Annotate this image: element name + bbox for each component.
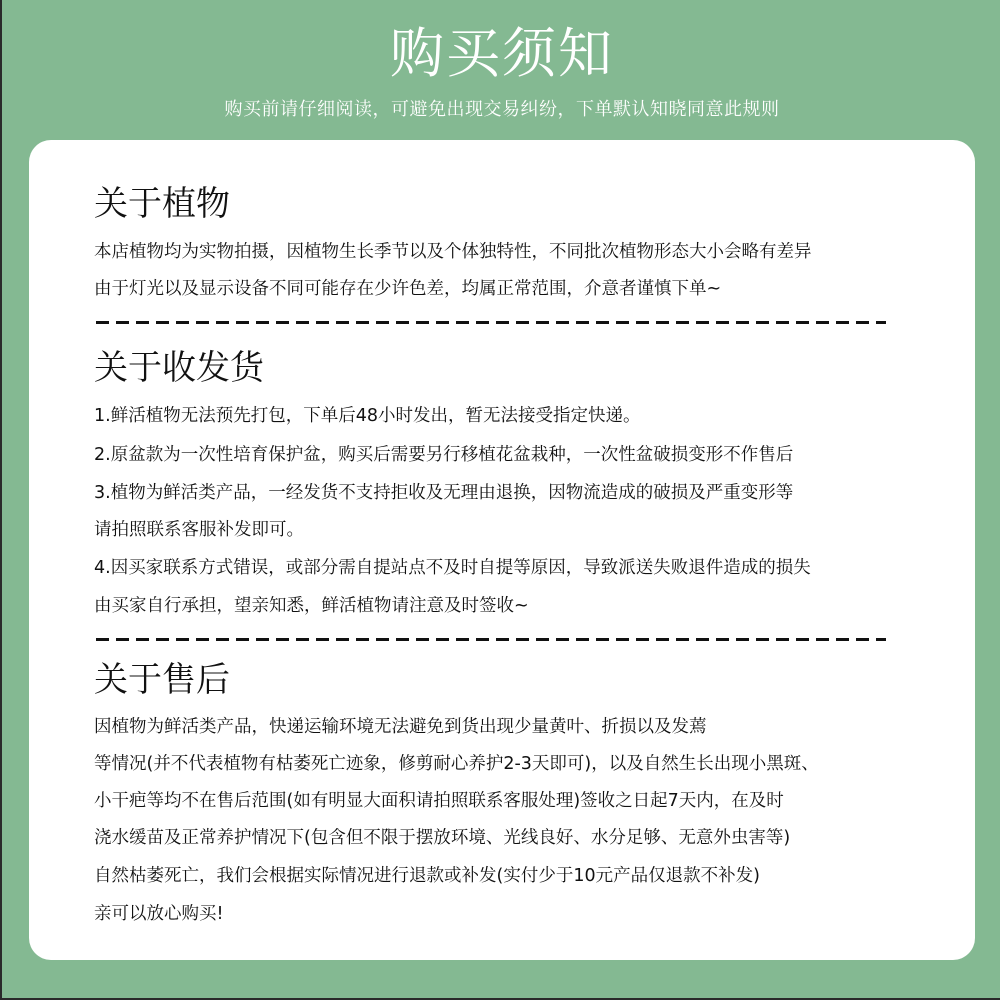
after-sales-line: 亲可以放心购买! [94, 904, 224, 924]
shipping-line: 1.鲜活植物无法预先打包，下单后48小时发出，暂无法接受指定快递。 [94, 406, 641, 426]
notice-card [29, 140, 975, 960]
shipping-line: 2.原盆款为一次性培育保护盆，购买后需要另行移植花盆栽种，一次性盆破损变形不作售后 [94, 445, 794, 465]
shipping-line: 3.植物为鲜活类产品，一经发货不支持拒收及无理由退换，因物流造成的破损及严重变形等 [94, 483, 794, 503]
plants-line: 本店植物均为实物拍摄，因植物生长季节以及个体独特性，不同批次植物形态大小会略有差异 [94, 242, 812, 262]
dashed-divider [96, 638, 886, 641]
section-title-after-sales: 关于售后 [94, 660, 230, 700]
page-title: 购买须知 [390, 22, 614, 85]
after-sales-line: 小干疤等均不在售后范围(如有明显大面积请拍照联系客服处理)签收之日起7天内，在及时 [94, 791, 784, 811]
section-title-shipping: 关于收发货 [94, 348, 264, 388]
page-subtitle: 购买前请仔细阅读，可避免出现交易纠纷，下单默认知晓同意此规则 [224, 99, 780, 120]
shipping-line: 由买家自行承担，望亲知悉，鲜活植物请注意及时签收~ [94, 596, 529, 616]
shipping-line: 4.因买家联系方式错误，或部分需自提站点不及时自提等原因，导致派送失败退件造成的损失 [94, 558, 811, 578]
dashed-divider [96, 321, 886, 324]
after-sales-line: 等情况(并不代表植物有枯萎死亡迹象，修剪耐心养护2-3天即可)，以及自然生长出现小黑斑、 [94, 754, 819, 774]
section-title-plants: 关于植物 [94, 184, 230, 224]
shipping-line: 请拍照联系客服补发即可。 [94, 520, 304, 540]
after-sales-line: 浇水缓苗及正常养护情况下(包含但不限于摆放环境、光线良好、水分足够、无意外虫害等) [94, 828, 791, 848]
plants-line: 由于灯光以及显示设备不同可能存在少许色差，均属正常范围，介意者谨慎下单~ [94, 279, 722, 299]
after-sales-line: 自然枯萎死亡，我们会根据实际情况进行退款或补发(实付少于10元产品仅退款不补发) [94, 866, 760, 886]
after-sales-line: 因植物为鲜活类产品，快递运输环境无法避免到货出现少量黄叶、折损以及发蔫 [94, 717, 707, 737]
